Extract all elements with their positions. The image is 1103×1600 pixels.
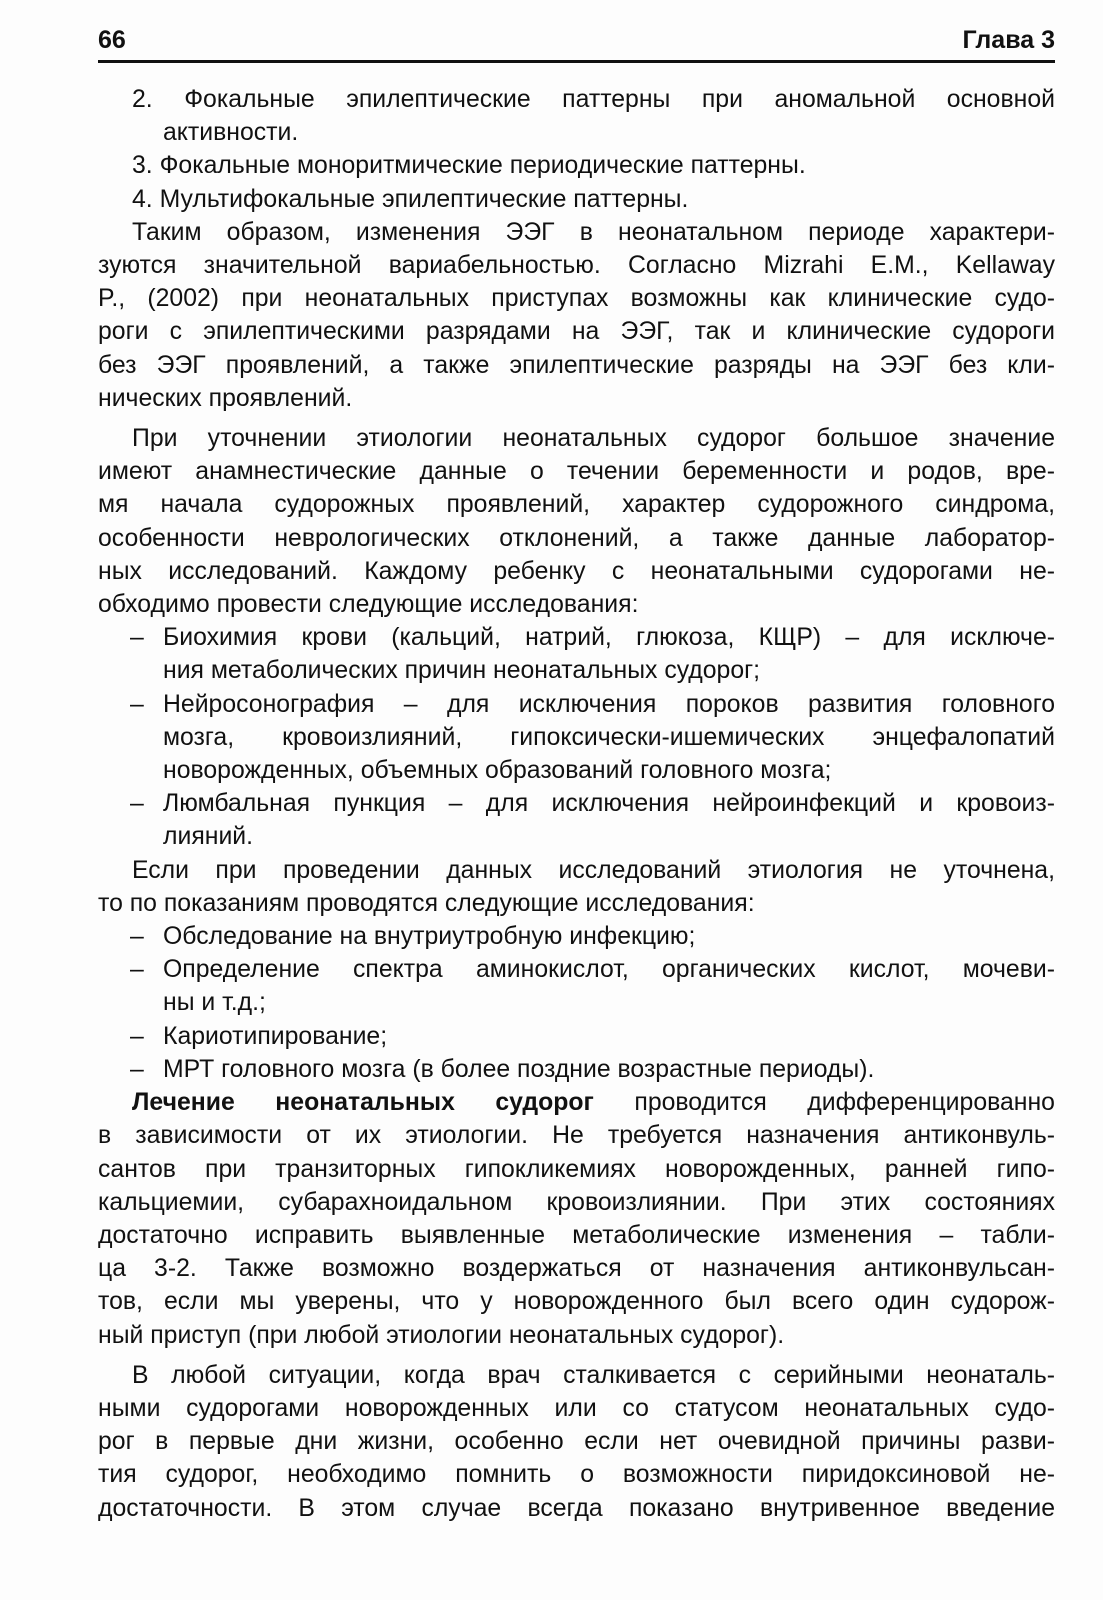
page-number: 66: [98, 26, 126, 54]
paragraph-line: в зависимости от их этиологии. Не требуется назначения антиконвуль-: [98, 1122, 1055, 1150]
bullet-item: – Кариотипирование;: [98, 1020, 1055, 1053]
bullet-item: – МРТ головного мозга (в более поздние возрастные периоды).: [98, 1053, 1055, 1086]
paragraph-line: кальциемии, субарахноидальном кровоизлиянии. При этих состояниях: [98, 1188, 1055, 1216]
paragraph-line: В любой ситуации, когда врач сталкивается с серийными неонаталь-: [132, 1361, 1055, 1389]
bullet-dash: –: [130, 1022, 144, 1050]
paragraph-line: тов, если мы уверены, что у новорожденного был всего один судорож-: [98, 1288, 1055, 1316]
bullet-dash: –: [130, 790, 144, 818]
paragraph-line: рог в первые дни жизни, особенно если нет очевидной причины разви-: [98, 1428, 1055, 1456]
paragraph-line: роги с эпилептическими разрядами на ЭЭГ, так и клинические судороги: [98, 318, 1055, 346]
paragraph-line: достаточно исправить выявленные метаболические изменения – табли-: [98, 1221, 1055, 1249]
paragraph-line: ных исследований. Каждому ребенку с неонатальными судорогами не-: [98, 557, 1055, 585]
bullet-dash: –: [130, 956, 144, 984]
bullet-item: – Обследование на внутриутробную инфекцию;: [98, 920, 1055, 953]
body-text: [98, 83, 1055, 1525]
bullet-item: – Биохимия крови (кальций, натрий, глюкоза, КЩР) – для исключе-: [98, 621, 1055, 654]
paragraph-line: достаточности. В этом случае всегда показано внутривенное введение: [98, 1494, 1055, 1522]
paragraph-line: ными судорогами новорожденных или со статусом неонатальных судо-: [98, 1394, 1055, 1422]
running-header: [98, 20, 1055, 63]
bullet-dash: –: [130, 923, 144, 951]
paragraph-line: P., (2002) при неонатальных приступах возможны как клинические судо-: [98, 285, 1055, 313]
paragraph-line: имеют анамнестические данные о течении беременности и родов, вре-: [98, 458, 1055, 486]
paragraph-line: Таким образом, изменения ЭЭГ в неонатальном периоде характери-: [132, 218, 1055, 246]
paragraph-line: сантов при транзиторных гипокликемиях новорожденных, ранней гипо-: [98, 1155, 1055, 1183]
bullet-item: – Определение спектра аминокислот, органических кислот, мочеви-: [98, 953, 1055, 986]
list-item-4: 4. Мультифокальные эпилептические паттерны.: [132, 185, 689, 213]
bullet-item-cont: новорожденных, объемных образований головного мозга;: [163, 757, 832, 785]
paragraph-line: Лечение неонатальных судорог проводится дифференцированно: [132, 1089, 1055, 1117]
list-item-2: 2. Фокальные эпилептические паттерны при аномальной основной: [132, 86, 1055, 113]
bullet-item-cont: мозга, кровоизлияний, гипоксически-ишемических энцефалопатий: [163, 723, 1055, 751]
list-item-2-cont: активности.: [163, 119, 299, 147]
bullet-item-cont: лияний.: [163, 823, 254, 851]
paragraph-line: особенности неврологических отклонений, а также данные лаборатор-: [98, 524, 1055, 552]
paragraph-line: зуются значительной вариабельностью. Согласно Mizrahi E.M., Kellaway: [98, 252, 1055, 280]
bullet-item: – Люмбальная пункция – для исключения нейроинфекций и кровоиз-: [98, 787, 1055, 820]
paragraph-line: тия судорог, необходимо помнить о возможности пиридоксиновой не-: [98, 1461, 1055, 1489]
bold-term: Лечение неонатальных судорог: [132, 1089, 594, 1117]
paragraph-line: то по показаниям проводятся следующие исследования:: [98, 889, 755, 917]
paragraph-line: без ЭЭГ проявлений, а также эпилептические разряды на ЭЭГ без кли-: [98, 351, 1055, 379]
paragraph-line: При уточнении этиологии неонатальных судорог большое значение: [132, 425, 1055, 453]
list-item-3: 3. Фокальные моноритмические периодические паттерны.: [132, 152, 806, 180]
bullet-dash: –: [130, 624, 144, 652]
chapter-title: Глава 3: [962, 26, 1055, 54]
paragraph-line: обходимо провести следующие исследования:: [98, 591, 639, 619]
bullet-item-cont: ны и т.д.;: [163, 989, 266, 1017]
bullet-item: – Нейросонография – для исключения пороков развития головного: [98, 688, 1055, 721]
paragraph-line: ца 3-2. Также возможно воздержаться от назначения антиконвульсан-: [98, 1255, 1055, 1283]
paragraph-line: Если при проведении данных исследований этиология не уточнена,: [132, 856, 1055, 884]
paragraph-line: нических проявлений.: [98, 384, 353, 412]
bullet-dash: –: [130, 690, 144, 718]
paragraph-line: мя начала судорожных проявлений, характер судорожного синдрома,: [98, 491, 1055, 519]
paragraph-line: ный приступ (при любой этиологии неонатальных судорог).: [98, 1321, 785, 1349]
bullet-item-cont: ния метаболических причин неонатальных судорог;: [163, 657, 761, 685]
bullet-dash: –: [130, 1055, 144, 1083]
